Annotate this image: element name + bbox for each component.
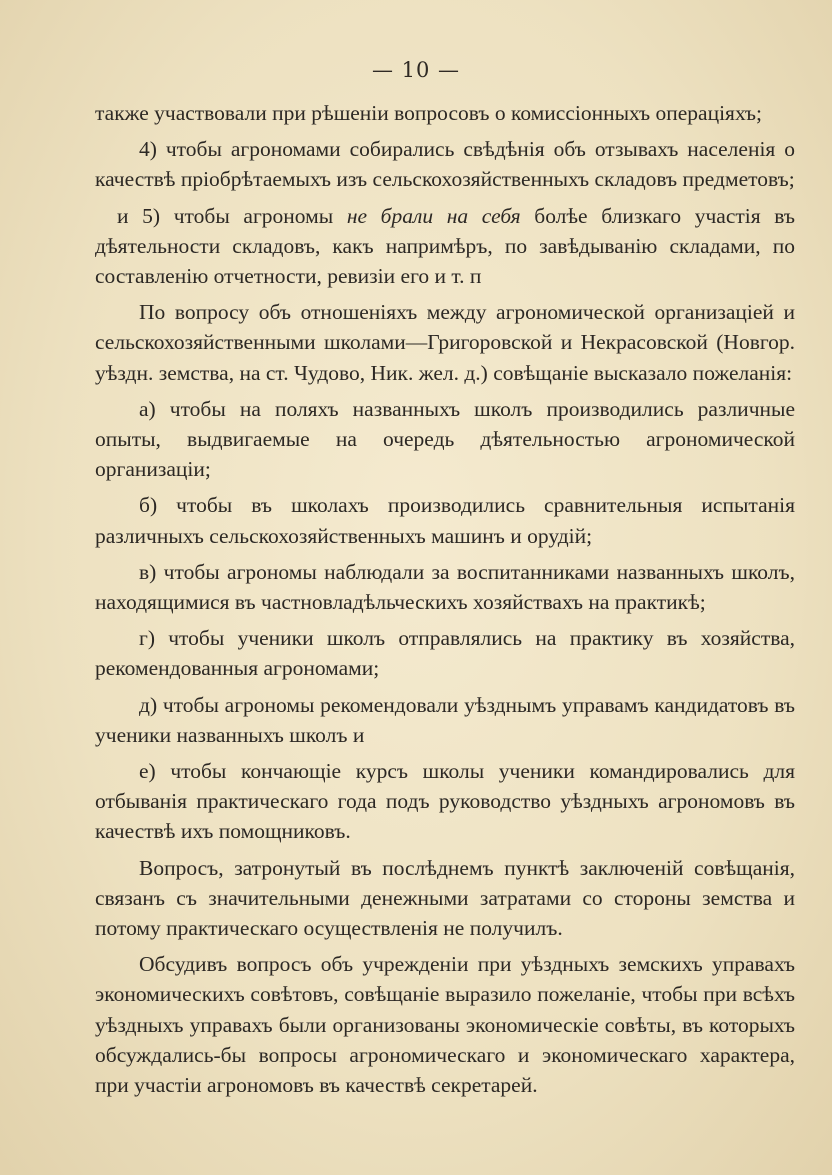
paragraph-item-4: 4) чтобы агрономами собирались свѣдѣнія объ отзывахъ населенія о качествѣ пріобрѣтаемыхъ изъ сельскохозяйственныхъ складовъ предметовъ; [95, 137, 795, 192]
paragraph-economic-councils: Обсудивъ вопросъ объ учрежденіи при уѣздныхъ земскихъ управахъ экономическихъ совѣтовъ, совѣщаніе выразило пожеланіе, чтобы при всѣхъ уѣздныхъ управахъ были организованы экономическіе совѣты, въ которыхъ обсуждались-бы вопросы агрономическаго и экономическаго характера, при участіи агрономовъ въ качествѣ секретарей. [95, 952, 795, 1098]
item-5-suffix: болѣе близкаго участія въ дѣятельности складовъ, какъ напримѣръ, по завѣдыванію складами, по составленію отчетности, ревизіи его и т. п [95, 203, 796, 289]
body-text [95, 98, 795, 1106]
paragraph-item-g: г) чтобы ученики школъ отправлялись на практику въ хозяйства, рекомендованныя агрономами; [95, 626, 795, 681]
paragraph-schools-question: По вопросу объ отношеніяхъ между агрономической организаціей и сельскохозяйственными школами—Григоровской и Некрасовской (Новгор. уѣздн. земства, на ст. Чудово, Ник. жел. д.) совѣщаніе высказало пожеланія: [95, 300, 795, 385]
paragraph-item-e: е) чтобы кончающіе курсъ школы ученики командировались для отбыванія практическаго года подъ руководство уѣздныхъ агрономовъ въ качествѣ ихъ помощниковъ. [95, 759, 795, 844]
paragraph-item-a: а) чтобы на поляхъ названныхъ школъ производились различные опыты, выдвигаемые на очередь дѣятельностью агрономической организаціи; [95, 396, 795, 482]
paragraph-item-5 [95, 201, 795, 292]
paragraph-costs: Вопросъ, затронутый въ послѣднемъ пунктѣ заключеній совѣщанія, связанъ съ значительными денежными затратами со стороны земства и потому практическаго осуществленія не получилъ. [95, 855, 795, 941]
paragraph-item-b: б) чтобы въ школахъ производились сравнительныя испытанія различныхъ сельскохозяйственныхъ машинъ и орудій; [95, 493, 795, 548]
paragraph-continuation: также участвовали при рѣшеніи вопросовъ о комиссіонныхъ операціяхъ; [95, 101, 762, 125]
paragraph-item-v: в) чтобы агрономы наблюдали за воспитанниками названныхъ школъ, находящимися въ частновладѣльческихъ хозяйствахъ на практикѣ; [95, 559, 795, 615]
item-5-prefix: и 5) чтобы агрономы [117, 203, 347, 228]
paragraph-item-d: д) чтобы агрономы рекомендовали уѣзднымъ управамъ кандидатовъ въ ученики названныхъ школъ и [95, 692, 795, 747]
item-5-emphasis: не брали на себя [346, 203, 521, 228]
page-number: — 10 — [371, 58, 461, 82]
